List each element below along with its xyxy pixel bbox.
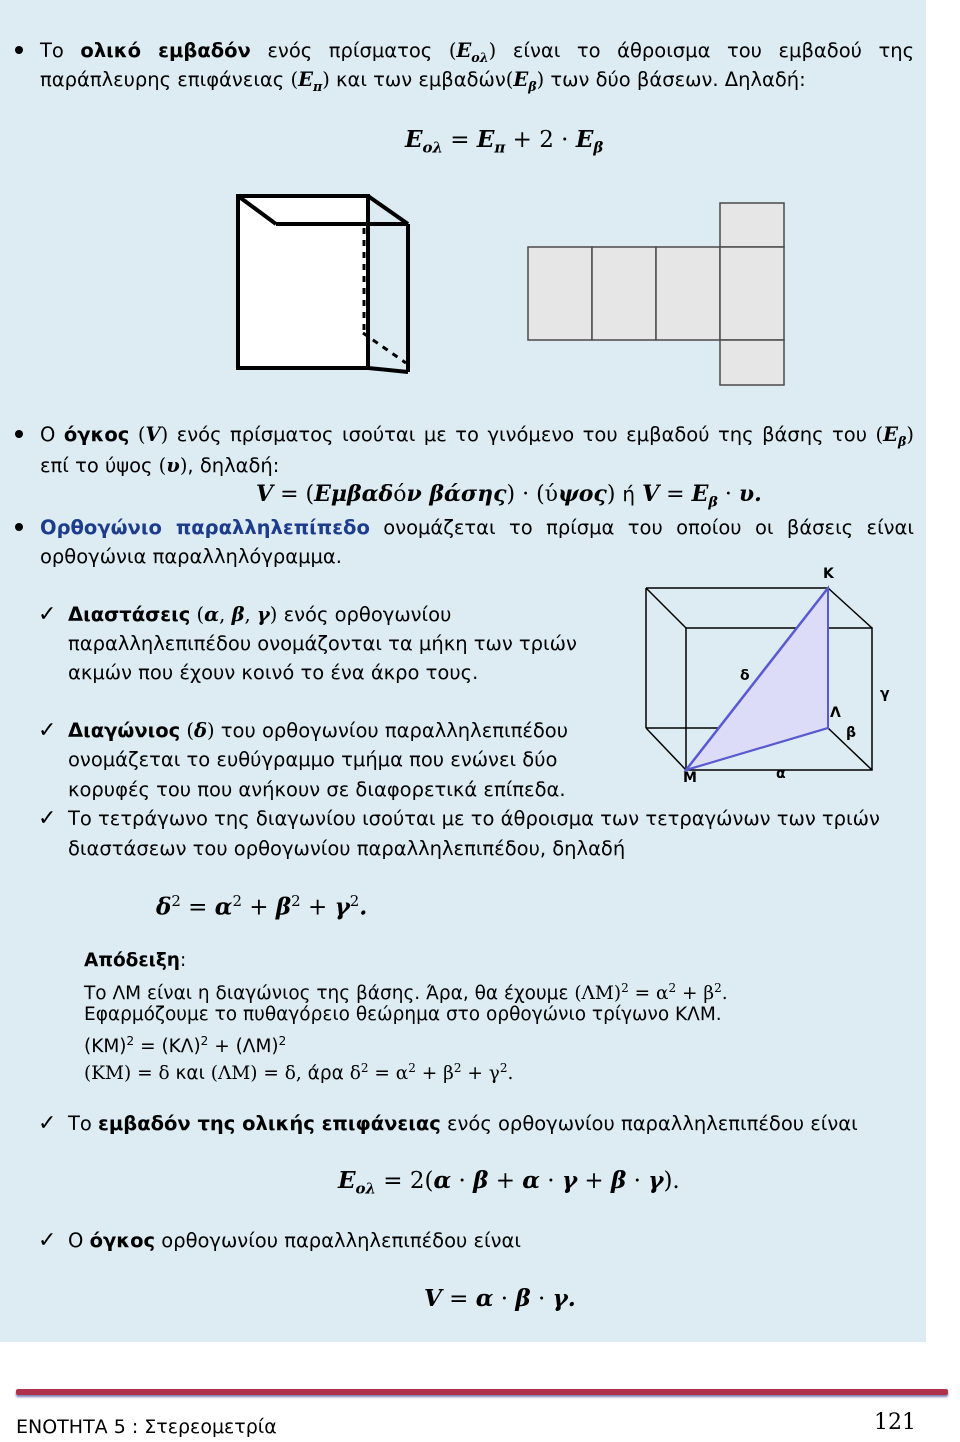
cuboid-edge bbox=[646, 588, 686, 628]
prism-edge bbox=[368, 368, 408, 372]
total-area-formula: $E_{o\lambda} = E_\pi + 2 \cdot E_\beta$ bbox=[405, 126, 604, 157]
vertex-label-M: Μ bbox=[683, 770, 697, 786]
footer-chapter: ΕΝΟΤΗΤΑ 5 : Στερεομετρία bbox=[16, 1416, 277, 1438]
total-area-line-1: Το ολικό εμβαδόν ενός πρίσματος $(E_{o\lambda})$ είναι το άθροισμα του εμβαδού της bbox=[40, 39, 915, 65]
proof-line-2: Εφαρμόζουμε το πυθαγόρειο θεώρημα στο ορθογώνιο τρίγωνο ΚΛΜ. bbox=[84, 1004, 722, 1025]
prism-front-face bbox=[238, 196, 368, 368]
prism-figure bbox=[230, 188, 420, 378]
diagonal-line-1: Διαγώνιος (δ) του ορθογωνίου παραλληλεπιπέδου bbox=[68, 719, 568, 742]
prism-edge bbox=[368, 196, 408, 224]
proof-line-4: (ΚΜ) = δ και (ΛΜ) = δ, άρα $\delta^2 = \alpha^2 + \beta^2 + \gamma^2$. bbox=[84, 1061, 514, 1085]
check-icon: ✓ bbox=[38, 718, 57, 743]
check-icon: ✓ bbox=[38, 806, 57, 831]
volume-formula: V = (Εμβαδόν βάσης) · (ύψος) ή $V = E_\beta \cdot \upsilon$. bbox=[256, 481, 762, 511]
check-icon: ✓ bbox=[38, 602, 57, 627]
net-side-face bbox=[528, 247, 592, 340]
bullet bbox=[15, 523, 23, 531]
check-icon: ✓ bbox=[38, 1228, 57, 1253]
cuboid-area-formula: $E_{o\lambda} = 2(\alpha \cdot \beta + \alpha \cdot \gamma + \beta \cdot \gamma)$. bbox=[338, 1167, 680, 1198]
net-bottom-face bbox=[720, 340, 784, 385]
dimensions-line-3: ακμών που έχουν κοινό το ένα άκρο τους. bbox=[68, 661, 479, 684]
proof-title: Απόδειξη: bbox=[84, 950, 187, 971]
cuboid-volume-formula: V = α · β · γ. bbox=[424, 1285, 576, 1312]
bullet bbox=[15, 46, 23, 54]
proof-line-1: Το ΛΜ είναι η διαγώνιος της βάσης. Άρα, θα έχουμε $(\Lambda M)^2 = \alpha^2 + \beta^2$. bbox=[84, 981, 728, 1005]
check-icon: ✓ bbox=[38, 1111, 57, 1136]
dimensions-line-2: παραλληλεπιπέδου ονομάζονται τα μήκη των τριών bbox=[68, 632, 577, 655]
volume-line-2: επί το ύψος (υ), δηλαδή: bbox=[40, 454, 280, 477]
net-side-face bbox=[720, 247, 784, 340]
square-line-1: Το τετράγωνο της διαγωνίου ισούται με το άθροισμα των τετραγώνων των τριών bbox=[68, 807, 880, 830]
square-line-2: διαστάσεων του ορθογωνίου παραλληλεπιπέδου, δηλαδή bbox=[68, 837, 626, 860]
diagonal-formula: $\delta^2 = \alpha^2 + \beta^2 + \gamma^2$. bbox=[156, 892, 368, 921]
net-side-face bbox=[592, 247, 656, 340]
label-delta: δ bbox=[740, 668, 750, 684]
footer-rule bbox=[16, 1389, 948, 1395]
cuboid-edge bbox=[646, 728, 686, 770]
net-top-face bbox=[720, 203, 784, 247]
cuboid-area-line: Το εμβαδόν της ολικής επιφάνειας ενός ορθογωνίου παραλληλεπιπέδου είναι bbox=[68, 1112, 858, 1135]
cuboid-volume-line: Ο όγκος ορθογωνίου παραλληλεπιπέδου είναι bbox=[68, 1229, 521, 1252]
parallelepiped-line-2: ορθογώνια παραλληλόγραμμα. bbox=[40, 545, 342, 568]
dimensions-line-1: Διαστάσεις (α, β, γ) ενός ορθογωνίου bbox=[68, 603, 452, 626]
volume-line-1: Ο όγκος (V) ενός πρίσματος ισούται με το γινόμενο του εμβαδού της βάσης του $(E_\beta)$ bbox=[40, 423, 914, 449]
diagonal-line-3: κορυφές του που ανήκουν σε διαφορετικά επίπεδα. bbox=[68, 778, 566, 801]
proof-line-3: $(KM)^2 = (K\Lambda)^2 + (\Lambda M)^2$ bbox=[84, 1034, 287, 1058]
net-side-face bbox=[656, 247, 720, 340]
vertex-label-L: Λ bbox=[830, 705, 841, 721]
label-alpha: α bbox=[776, 766, 786, 782]
cuboid-edge bbox=[828, 588, 872, 628]
page-number: 121 bbox=[874, 1410, 916, 1435]
prism-net-figure bbox=[526, 200, 788, 388]
label-gamma: γ bbox=[880, 686, 890, 702]
vertex-label-K: Κ bbox=[823, 566, 834, 582]
parallelepiped-line-1: Ορθογώνιο παραλληλεπίπεδο ονομάζεται το πρίσμα του οποίου οι βάσεις είναι bbox=[40, 516, 915, 539]
diagonal-line-2: ονομάζεται το ευθύγραμμο τμήμα που ενώνει δύο bbox=[68, 748, 558, 771]
label-beta: β bbox=[846, 725, 857, 741]
bullet bbox=[15, 430, 23, 438]
cuboid-diagonal-figure bbox=[640, 570, 900, 790]
total-area-line-2: παράπλευρης επιφάνειας $(E_\pi)$ και των $\varepsilon\mu\beta\alpha\delta ώ\nu(E_\beta)$ των δύο βάσεων. Δηλαδή: bbox=[40, 68, 806, 94]
